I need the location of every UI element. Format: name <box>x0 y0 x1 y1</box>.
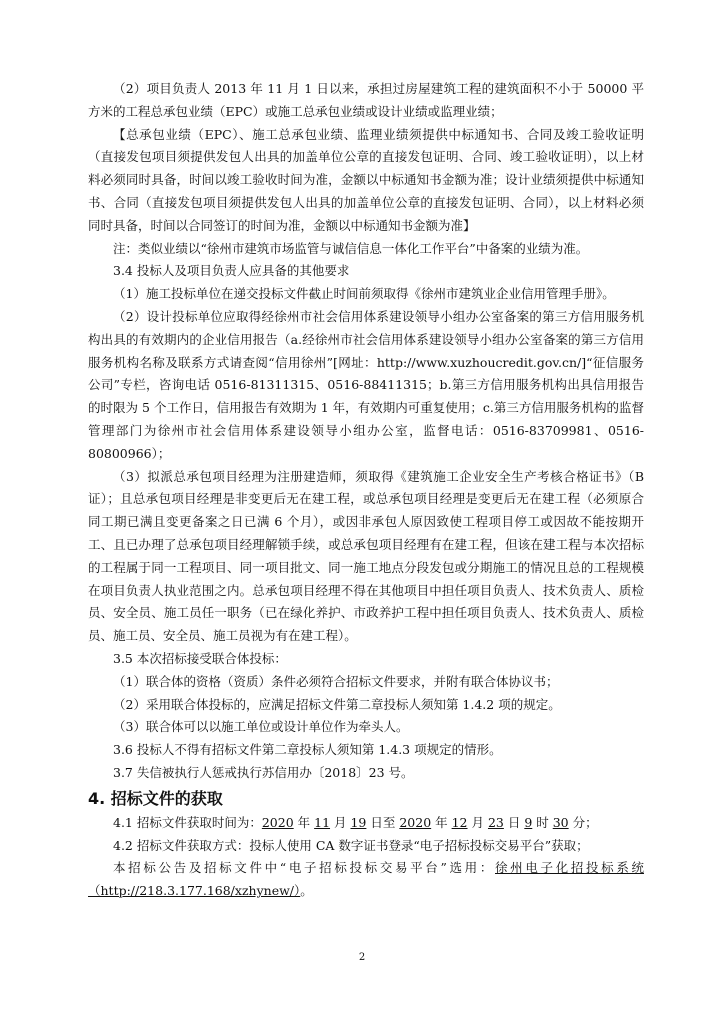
para-performance-proof: 【总承包业绩（EPC）、施工总承包业绩、监理业绩须提供中标通知书、合同及竣工验收证明（直接发包项目须提供发包人出具的加盖单位公章的直接发包证明、合同、竣工验收证明），以上材料必须同时具备，时间以竣工验收时间为准，金额以中标通知书金额为准；设计业绩须提供中标通知书、合同（直接发包项目须提供发包人出具的加盖单位公章的直接发包证明、合同），以上材料必须同时具备，时间以合同签订的时间为准，金额以中标通知书金额为准】 <box>88 126 644 233</box>
section-4-1 <box>88 812 644 835</box>
start-year: 2020 <box>261 814 294 830</box>
page-content <box>88 78 644 903</box>
section-3-7: 3.7 失信被执行人惩戒执行苏信用办〔2018〕23 号。 <box>113 764 414 780</box>
para-project-leader: （2）项目负责人 2013 年 11 月 1 日以来，承担过房屋建筑工程的建筑面积不小于 50000 平方米的工程总承包业绩（EPC）或施工总承包业绩或设计业绩或监理业绩； <box>88 81 644 119</box>
para-3-5-3: （3）联合体可以以施工单位或设计单位作为牵头人。 <box>113 719 409 735</box>
end-year: 2020 <box>399 814 432 830</box>
section-3-4-title: 3.4 投标人及项目负责人应具备的其他要求 <box>113 263 350 279</box>
sec41-text: 年 <box>293 814 315 830</box>
sec43-suffix: 。 <box>300 883 313 899</box>
end-hour: 9 <box>524 814 533 830</box>
sec41-text: 日 <box>503 814 525 830</box>
section-3-6: 3.6 投标人不得有招标文件第二章投标人须知第 1.4.3 项规定的情形。 <box>113 742 502 758</box>
system-url[interactable]: （http://218.3.177.168/xzhynew/） <box>88 883 301 899</box>
sec41-text: 年 <box>431 814 452 830</box>
para-3-5-2: （2）采用联合体投标的，应满足招标文件第二章投标人须知第 1.4.2 项的规定。 <box>113 696 561 712</box>
sec41-text: 月 <box>330 814 351 830</box>
end-day: 23 <box>487 814 504 830</box>
end-minute: 30 <box>552 814 569 830</box>
sec41-prefix: 4.1 招标文件获取时间为： <box>113 814 262 830</box>
para-3-5-1: （1）联合体的资格（资质）条件必须符合招标文件要求，并附有联合体协议书； <box>113 673 559 689</box>
section-4-3 <box>88 857 644 903</box>
page-number: 2 <box>358 952 366 963</box>
section-3-5-title: 3.5 本次招标接受联合体投标： <box>113 650 287 666</box>
section-4-2: 4.2 招标文件获取方式：投标人使用 CA 数字证书登录“电子招标投标交易平台”获取； <box>113 837 589 853</box>
sec43-prefix: 本招标公告及招标文件中“电子招标投标交易平台”选用： <box>113 860 496 876</box>
sec41-text: 月 <box>467 814 488 830</box>
start-month: 11 <box>314 814 331 830</box>
sec41-text: 时 <box>532 814 553 830</box>
section-4-heading: 4. 招标文件的获取 <box>88 788 223 808</box>
start-day: 19 <box>350 814 367 830</box>
end-month: 12 <box>451 814 468 830</box>
sec41-text: 分； <box>568 814 598 830</box>
sec41-text: 日至 <box>366 814 400 830</box>
para-note: 注：类似业绩以“徐州市建筑市场监管与诚信信息一体化工作平台”中备案的业绩为准。 <box>113 240 589 256</box>
para-3-4-1: （1）施工投标单位在递交投标文件截止时间前须取得《徐州市建筑业企业信用管理手册》。 <box>113 286 615 302</box>
para-3-4-2: （2）设计投标单位应取得经徐州市社会信用体系建设领导小组办公室备案的第三方信用服务机构出具的有效期内的企业信用报告（a.经徐州市社会信用体系建设领导小组办公室备案的第三方信用服务机构名称及联系方式请查阅“信用徐州”[网址：http://www.xuzhoucredit.gov.cn/]“征信服务公司”专栏，咨询电话 0516-81311315、0516-88411315；b.第三方信用服务机构出具信用报告的时限为 5 个工作日，信用报告有效期为 1 年，有效期内可重复使用；c.第三方信用服务机构的监督管理部门为徐州市社会信用体系建设领导小组办公室，监督电话：0516-83709981、0516-80800966）； <box>88 308 644 461</box>
para-3-4-3: （3）拟派总承包项目经理为注册建造师，须取得《建筑施工企业安全生产考核合格证书》（B证）；且总承包项目经理是非变更后无在建工程，或总承包项目经理是变更后无在建工程（必须原合同工期已满且变更备案之日已满 6 个月），或因非承包人原因致使工程项目停工或因故不能按期开工、且已办理了总承包项目经理解锁手续，或总承包项目经理有在建工程，但该在建工程与本次招标的工程属于同一工程项目、同一项目批文、同一施工地点分段发包或分期施工的情况且总的工程规模在项目负责人执业范围之内。总承包项目经理不得在其他项目中担任项目负责人、技术负责人、质检员、安全员、施工员任一职务（已在绿化养护、市政养护工程中担任项目负责人、技术负责人、质检员、施工员、安全员、施工员视为有在建工程）。 <box>88 468 644 644</box>
system-name: 徐州电子化招投标系统 <box>495 860 644 876</box>
